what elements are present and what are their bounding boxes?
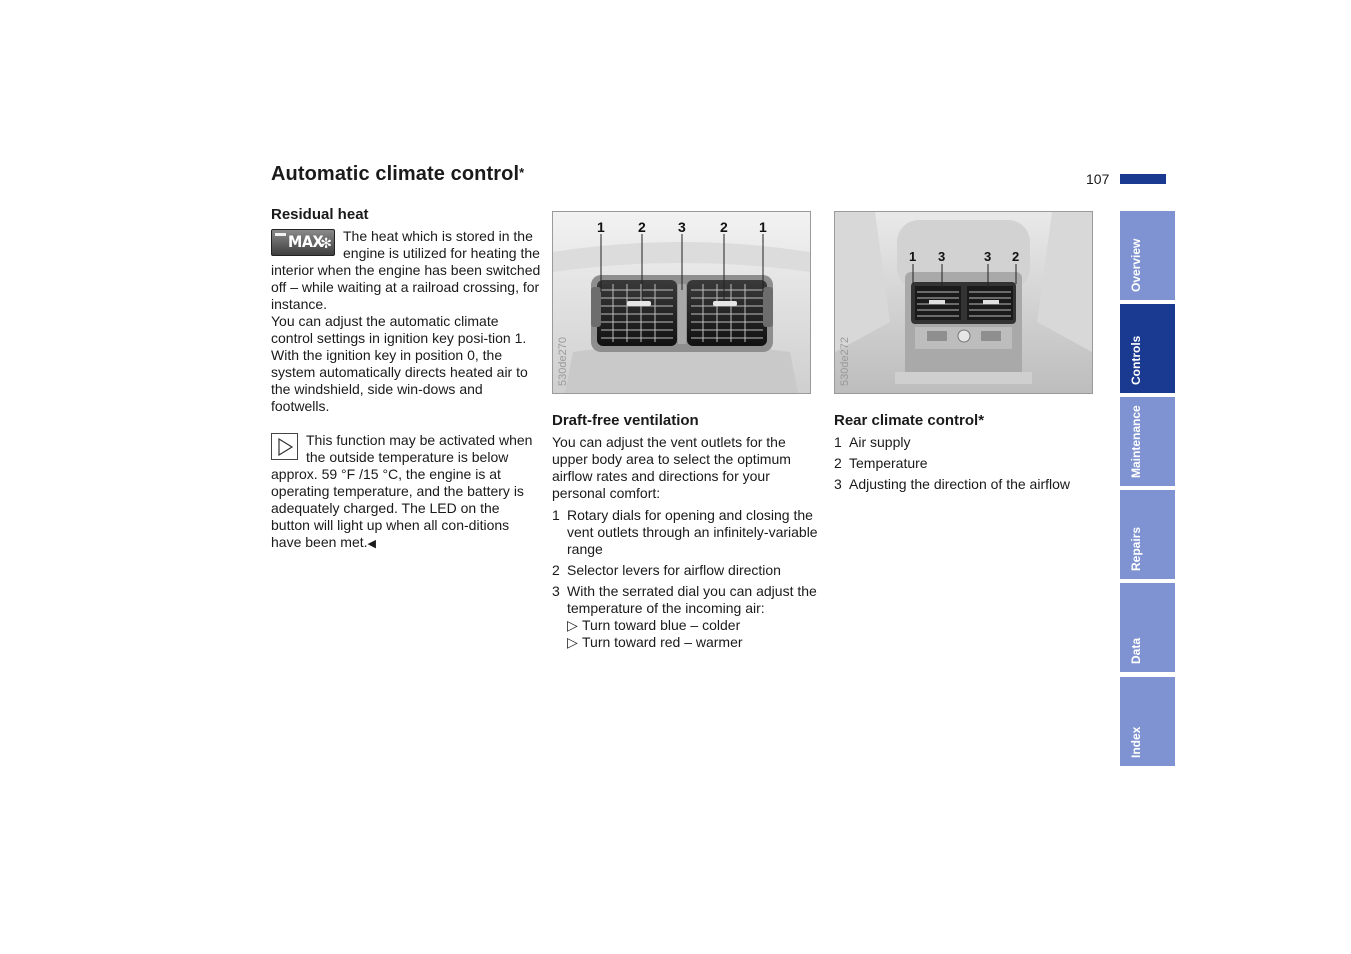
led-indicator (275, 233, 286, 236)
triangle-bullet-icon: ▷ (567, 634, 578, 650)
tab-index[interactable]: Index (1120, 677, 1175, 766)
note-triangle-icon (271, 433, 298, 460)
draft-free-intro: You can adjust the vent outlets for the upper body area to select the optimum airflow rates and directions for your personal comfort: (552, 434, 791, 501)
residual-heat-section (271, 206, 541, 553)
page-number-bar (1120, 174, 1166, 184)
front-vent-illustration (553, 212, 810, 393)
residual-heat-paragraph-2: You can adjust the automatic climate control settings in ignition key posi-tion 1. With the ignition key in position 0, the system automatically directs heated air to the windshield, side win-dows and footwells. (271, 313, 528, 414)
sub-list-item: ▷ Turn toward blue – colder (567, 617, 741, 633)
page-title: Automatic climate control* (271, 163, 525, 185)
figure-1-label: 2 (720, 219, 728, 235)
rear-climate-list (834, 434, 1106, 493)
draft-free-heading: Draft-free ventilation (552, 412, 699, 429)
rear-climate-heading: Rear climate control* (834, 412, 985, 429)
figure-2-label: 3 (938, 249, 946, 264)
figure-2-label: 2 (1012, 249, 1020, 264)
draft-free-section (552, 412, 820, 655)
figure-1-label: 2 (638, 219, 646, 235)
figure-2-code: 530de272 (839, 337, 851, 386)
end-mark-icon: ◀ (367, 538, 376, 550)
page-number: 107 (1086, 171, 1110, 187)
tab-controls[interactable]: Controls (1120, 304, 1175, 393)
residual-heat-note: This function may be activated when the outside temperature is below approx. 59 °F /15 °C, the engine is at operating temperature, and the battery is adequately charged. The LED on the button will light up when all con-ditions have been met.◀ (271, 432, 533, 550)
tab-repairs[interactable]: Repairs (1120, 490, 1175, 579)
list-item: 1 Air supply (834, 434, 911, 450)
figure-1-label: 3 (678, 219, 686, 235)
list-item: 2 Temperature (834, 455, 928, 471)
tab-overview[interactable]: Overview (1120, 211, 1175, 300)
rear-vent-illustration (835, 212, 1092, 393)
figure-2-label: 1 (909, 249, 917, 264)
rear-vent-figure (834, 211, 1093, 394)
residual-heat-paragraph-1: The heat which is stored in the engine is utilized for heating the interior when the engine has been switched off – while waiting at a railroad crossing, for instance. (271, 228, 541, 312)
figure-1-label: 1 (597, 219, 605, 235)
list-item: 3 With the serrated dial you can adjust the temperature of the incoming air: ▷ Turn toward blue – colder ▷ Turn toward red – warmer (552, 583, 820, 651)
figure-1-code: 530de270 (557, 337, 569, 386)
fan-icon: ✻ (320, 235, 332, 251)
tab-maintenance[interactable]: Maintenance (1120, 397, 1175, 486)
figure-2-label: 3 (984, 249, 992, 264)
max-button-icon: MAX ✻ (271, 229, 335, 256)
residual-heat-heading: Residual heat (271, 206, 369, 223)
list-item: 1 Rotary dials for opening and closing the vent outlets through an infinitely-variable range (552, 507, 818, 557)
tab-data[interactable]: Data (1120, 583, 1175, 672)
rear-climate-section (834, 412, 1106, 497)
triangle-bullet-icon: ▷ (567, 617, 578, 633)
draft-free-list (552, 507, 820, 651)
list-item: 2 Selector levers for airflow direction (552, 562, 781, 578)
list-item: 3 Adjusting the direction of the airflow (834, 476, 1071, 492)
figure-1-label: 1 (759, 219, 767, 235)
front-vent-figure (552, 211, 811, 394)
sub-list-item: ▷ Turn toward red – warmer (567, 634, 743, 650)
